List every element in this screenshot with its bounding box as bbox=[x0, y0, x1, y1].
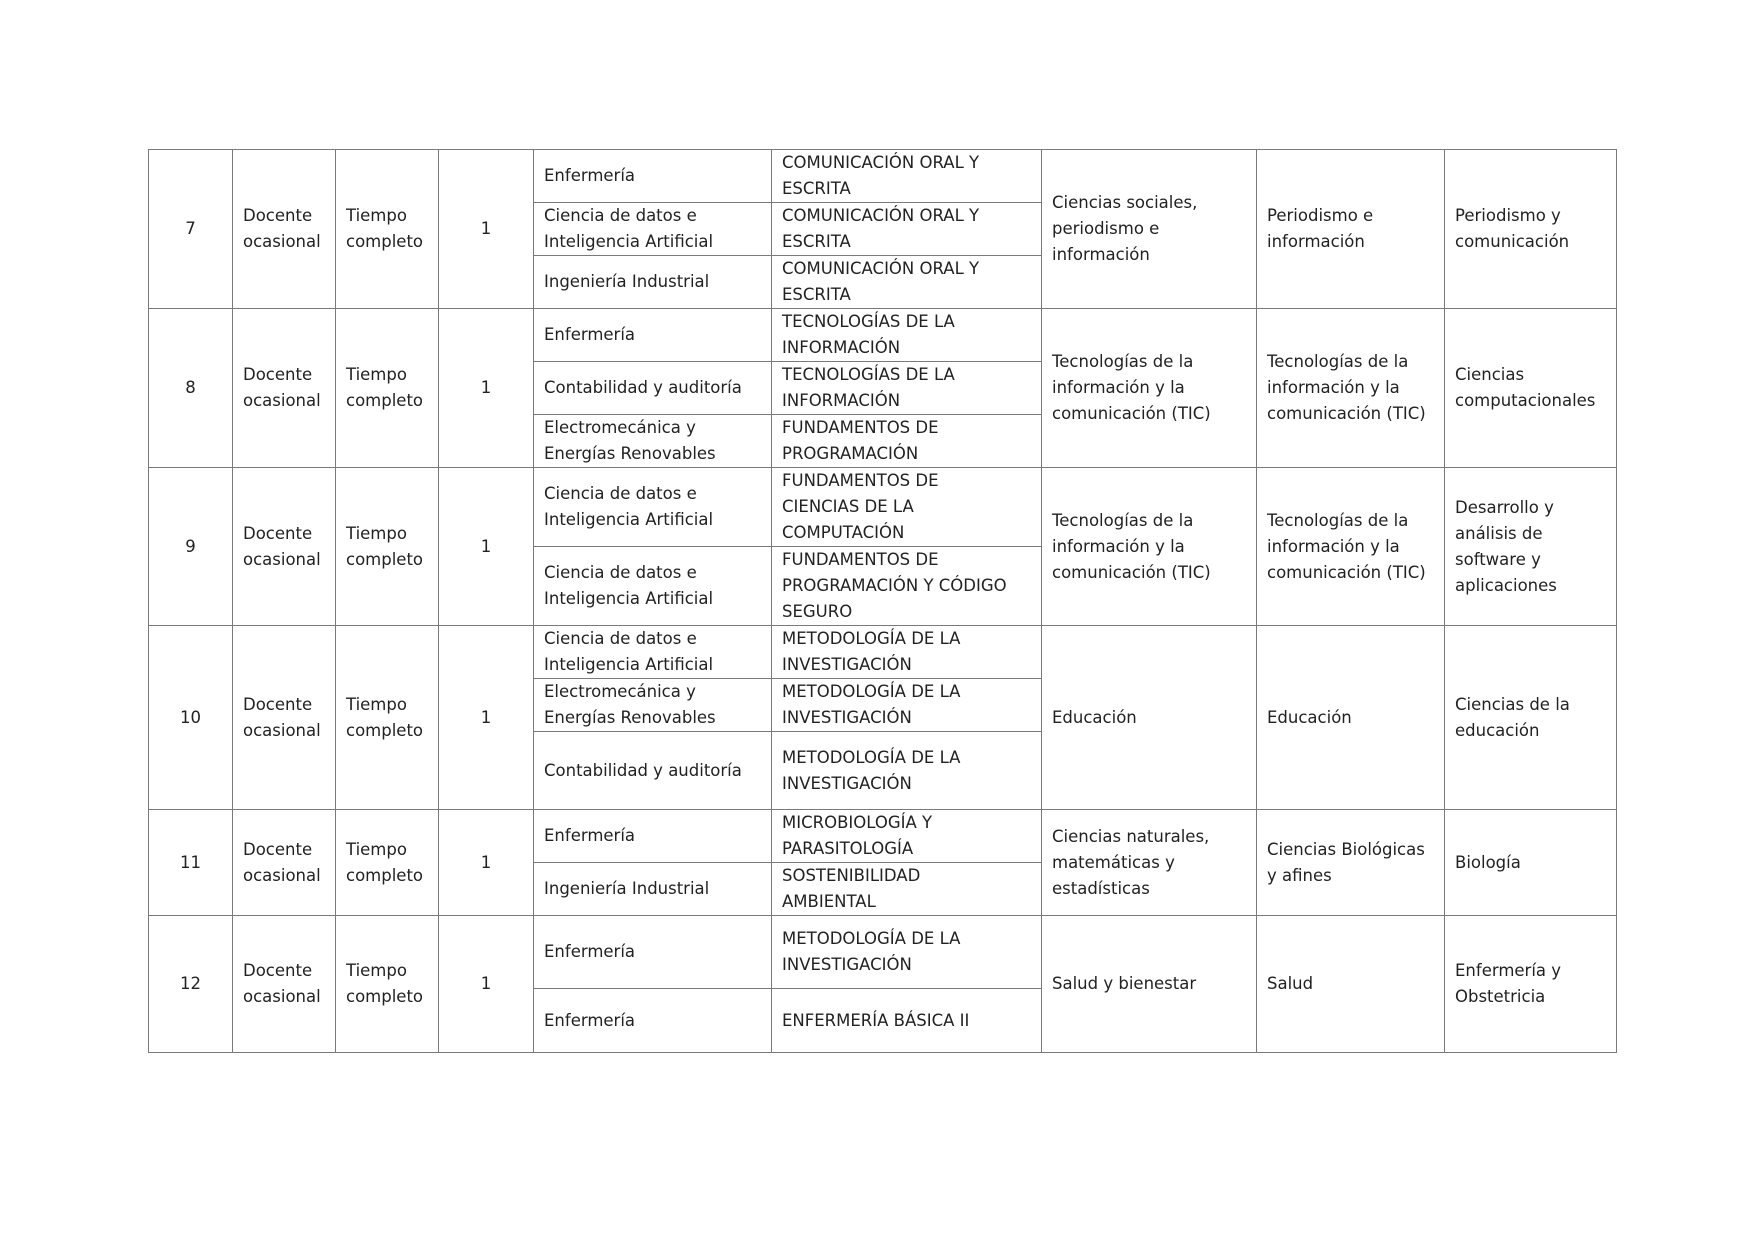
dedication-cell: Tiempo completo bbox=[336, 626, 439, 810]
subject-cell: COMUNICACIÓN ORAL Y ESCRITA bbox=[772, 150, 1042, 203]
detailed-field-cell: Biología bbox=[1445, 810, 1617, 916]
position-number-cell: 10 bbox=[149, 626, 233, 810]
position-number-cell: 11 bbox=[149, 810, 233, 916]
subject-cell: FUNDAMENTOS DE CIENCIAS DE LA COMPUTACIÓN bbox=[772, 468, 1042, 547]
detailed-field-cell: Ciencias de la educación bbox=[1445, 626, 1617, 810]
career-cell: Ingeniería Industrial bbox=[534, 256, 772, 309]
positions-count-cell: 1 bbox=[439, 810, 534, 916]
subject-cell: ENFERMERÍA BÁSICA II bbox=[772, 989, 1042, 1053]
specific-field-cell: Tecnologías de la información y la comunicación (TIC) bbox=[1257, 309, 1445, 468]
teacher-type-cell: Docente ocasional bbox=[233, 626, 336, 810]
subject-cell: COMUNICACIÓN ORAL Y ESCRITA bbox=[772, 203, 1042, 256]
subject-cell: COMUNICACIÓN ORAL Y ESCRITA bbox=[772, 256, 1042, 309]
table-row bbox=[149, 309, 1617, 362]
table-row bbox=[149, 810, 1617, 863]
subject-cell: TECNOLOGÍAS DE LA INFORMACIÓN bbox=[772, 309, 1042, 362]
subject-cell: METODOLOGÍA DE LA INVESTIGACIÓN bbox=[772, 916, 1042, 989]
dedication-cell: Tiempo completo bbox=[336, 150, 439, 309]
positions-count-cell: 1 bbox=[439, 150, 534, 309]
teacher-type-cell: Docente ocasional bbox=[233, 468, 336, 626]
subject-cell: METODOLOGÍA DE LA INVESTIGACIÓN bbox=[772, 679, 1042, 732]
career-cell: Enfermería bbox=[534, 810, 772, 863]
broad-field-cell: Salud y bienestar bbox=[1042, 916, 1257, 1053]
career-cell: Enfermería bbox=[534, 309, 772, 362]
table-row bbox=[149, 916, 1617, 989]
detailed-field-cell: Ciencias computacionales bbox=[1445, 309, 1617, 468]
broad-field-cell: Educación bbox=[1042, 626, 1257, 810]
specific-field-cell: Salud bbox=[1257, 916, 1445, 1053]
career-cell: Contabilidad y auditoría bbox=[534, 362, 772, 415]
dedication-cell: Tiempo completo bbox=[336, 309, 439, 468]
career-cell: Ingeniería Industrial bbox=[534, 863, 772, 916]
specific-field-cell: Ciencias Biológicas y afines bbox=[1257, 810, 1445, 916]
teacher-type-cell: Docente ocasional bbox=[233, 150, 336, 309]
subject-cell: MICROBIOLOGÍA Y PARASITOLOGÍA bbox=[772, 810, 1042, 863]
career-cell: Ciencia de datos e Inteligencia Artificial bbox=[534, 468, 772, 547]
career-cell: Ciencia de datos e Inteligencia Artificial bbox=[534, 626, 772, 679]
specific-field-cell: Educación bbox=[1257, 626, 1445, 810]
detailed-field-cell: Periodismo y comunicación bbox=[1445, 150, 1617, 309]
table-row bbox=[149, 468, 1617, 547]
table-row bbox=[149, 150, 1617, 203]
subject-cell: METODOLOGÍA DE LA INVESTIGACIÓN bbox=[772, 732, 1042, 810]
broad-field-cell: Ciencias naturales, matemáticas y estadísticas bbox=[1042, 810, 1257, 916]
broad-field-cell: Tecnologías de la información y la comunicación (TIC) bbox=[1042, 468, 1257, 626]
table-body bbox=[149, 150, 1617, 1053]
position-number-cell: 8 bbox=[149, 309, 233, 468]
position-number-cell: 9 bbox=[149, 468, 233, 626]
broad-field-cell: Tecnologías de la información y la comunicación (TIC) bbox=[1042, 309, 1257, 468]
specific-field-cell: Periodismo e información bbox=[1257, 150, 1445, 309]
teacher-type-cell: Docente ocasional bbox=[233, 309, 336, 468]
career-cell: Ciencia de datos e Inteligencia Artificial bbox=[534, 547, 772, 626]
subject-cell: SOSTENIBILIDAD AMBIENTAL bbox=[772, 863, 1042, 916]
career-cell: Ciencia de datos e Inteligencia Artificial bbox=[534, 203, 772, 256]
career-cell: Electromecánica y Energías Renovables bbox=[534, 415, 772, 468]
position-number-cell: 12 bbox=[149, 916, 233, 1053]
specific-field-cell: Tecnologías de la información y la comunicación (TIC) bbox=[1257, 468, 1445, 626]
dedication-cell: Tiempo completo bbox=[336, 810, 439, 916]
subject-cell: FUNDAMENTOS DE PROGRAMACIÓN Y CÓDIGO SEGURO bbox=[772, 547, 1042, 626]
dedication-cell: Tiempo completo bbox=[336, 468, 439, 626]
career-cell: Contabilidad y auditoría bbox=[534, 732, 772, 810]
positions-count-cell: 1 bbox=[439, 916, 534, 1053]
broad-field-cell: Ciencias sociales, periodismo e información bbox=[1042, 150, 1257, 309]
subject-cell: FUNDAMENTOS DE PROGRAMACIÓN bbox=[772, 415, 1042, 468]
detailed-field-cell: Desarrollo y análisis de software y aplicaciones bbox=[1445, 468, 1617, 626]
teacher-type-cell: Docente ocasional bbox=[233, 916, 336, 1053]
subject-cell: METODOLOGÍA DE LA INVESTIGACIÓN bbox=[772, 626, 1042, 679]
table-row bbox=[149, 626, 1617, 679]
subject-cell: TECNOLOGÍAS DE LA INFORMACIÓN bbox=[772, 362, 1042, 415]
career-cell: Enfermería bbox=[534, 150, 772, 203]
positions-count-cell: 1 bbox=[439, 309, 534, 468]
dedication-cell: Tiempo completo bbox=[336, 916, 439, 1053]
positions-count-cell: 1 bbox=[439, 626, 534, 810]
career-cell: Enfermería bbox=[534, 989, 772, 1053]
positions-count-cell: 1 bbox=[439, 468, 534, 626]
teacher-type-cell: Docente ocasional bbox=[233, 810, 336, 916]
career-cell: Enfermería bbox=[534, 916, 772, 989]
positions-table bbox=[148, 149, 1617, 1053]
detailed-field-cell: Enfermería y Obstetricia bbox=[1445, 916, 1617, 1053]
position-number-cell: 7 bbox=[149, 150, 233, 309]
career-cell: Electromecánica y Energías Renovables bbox=[534, 679, 772, 732]
